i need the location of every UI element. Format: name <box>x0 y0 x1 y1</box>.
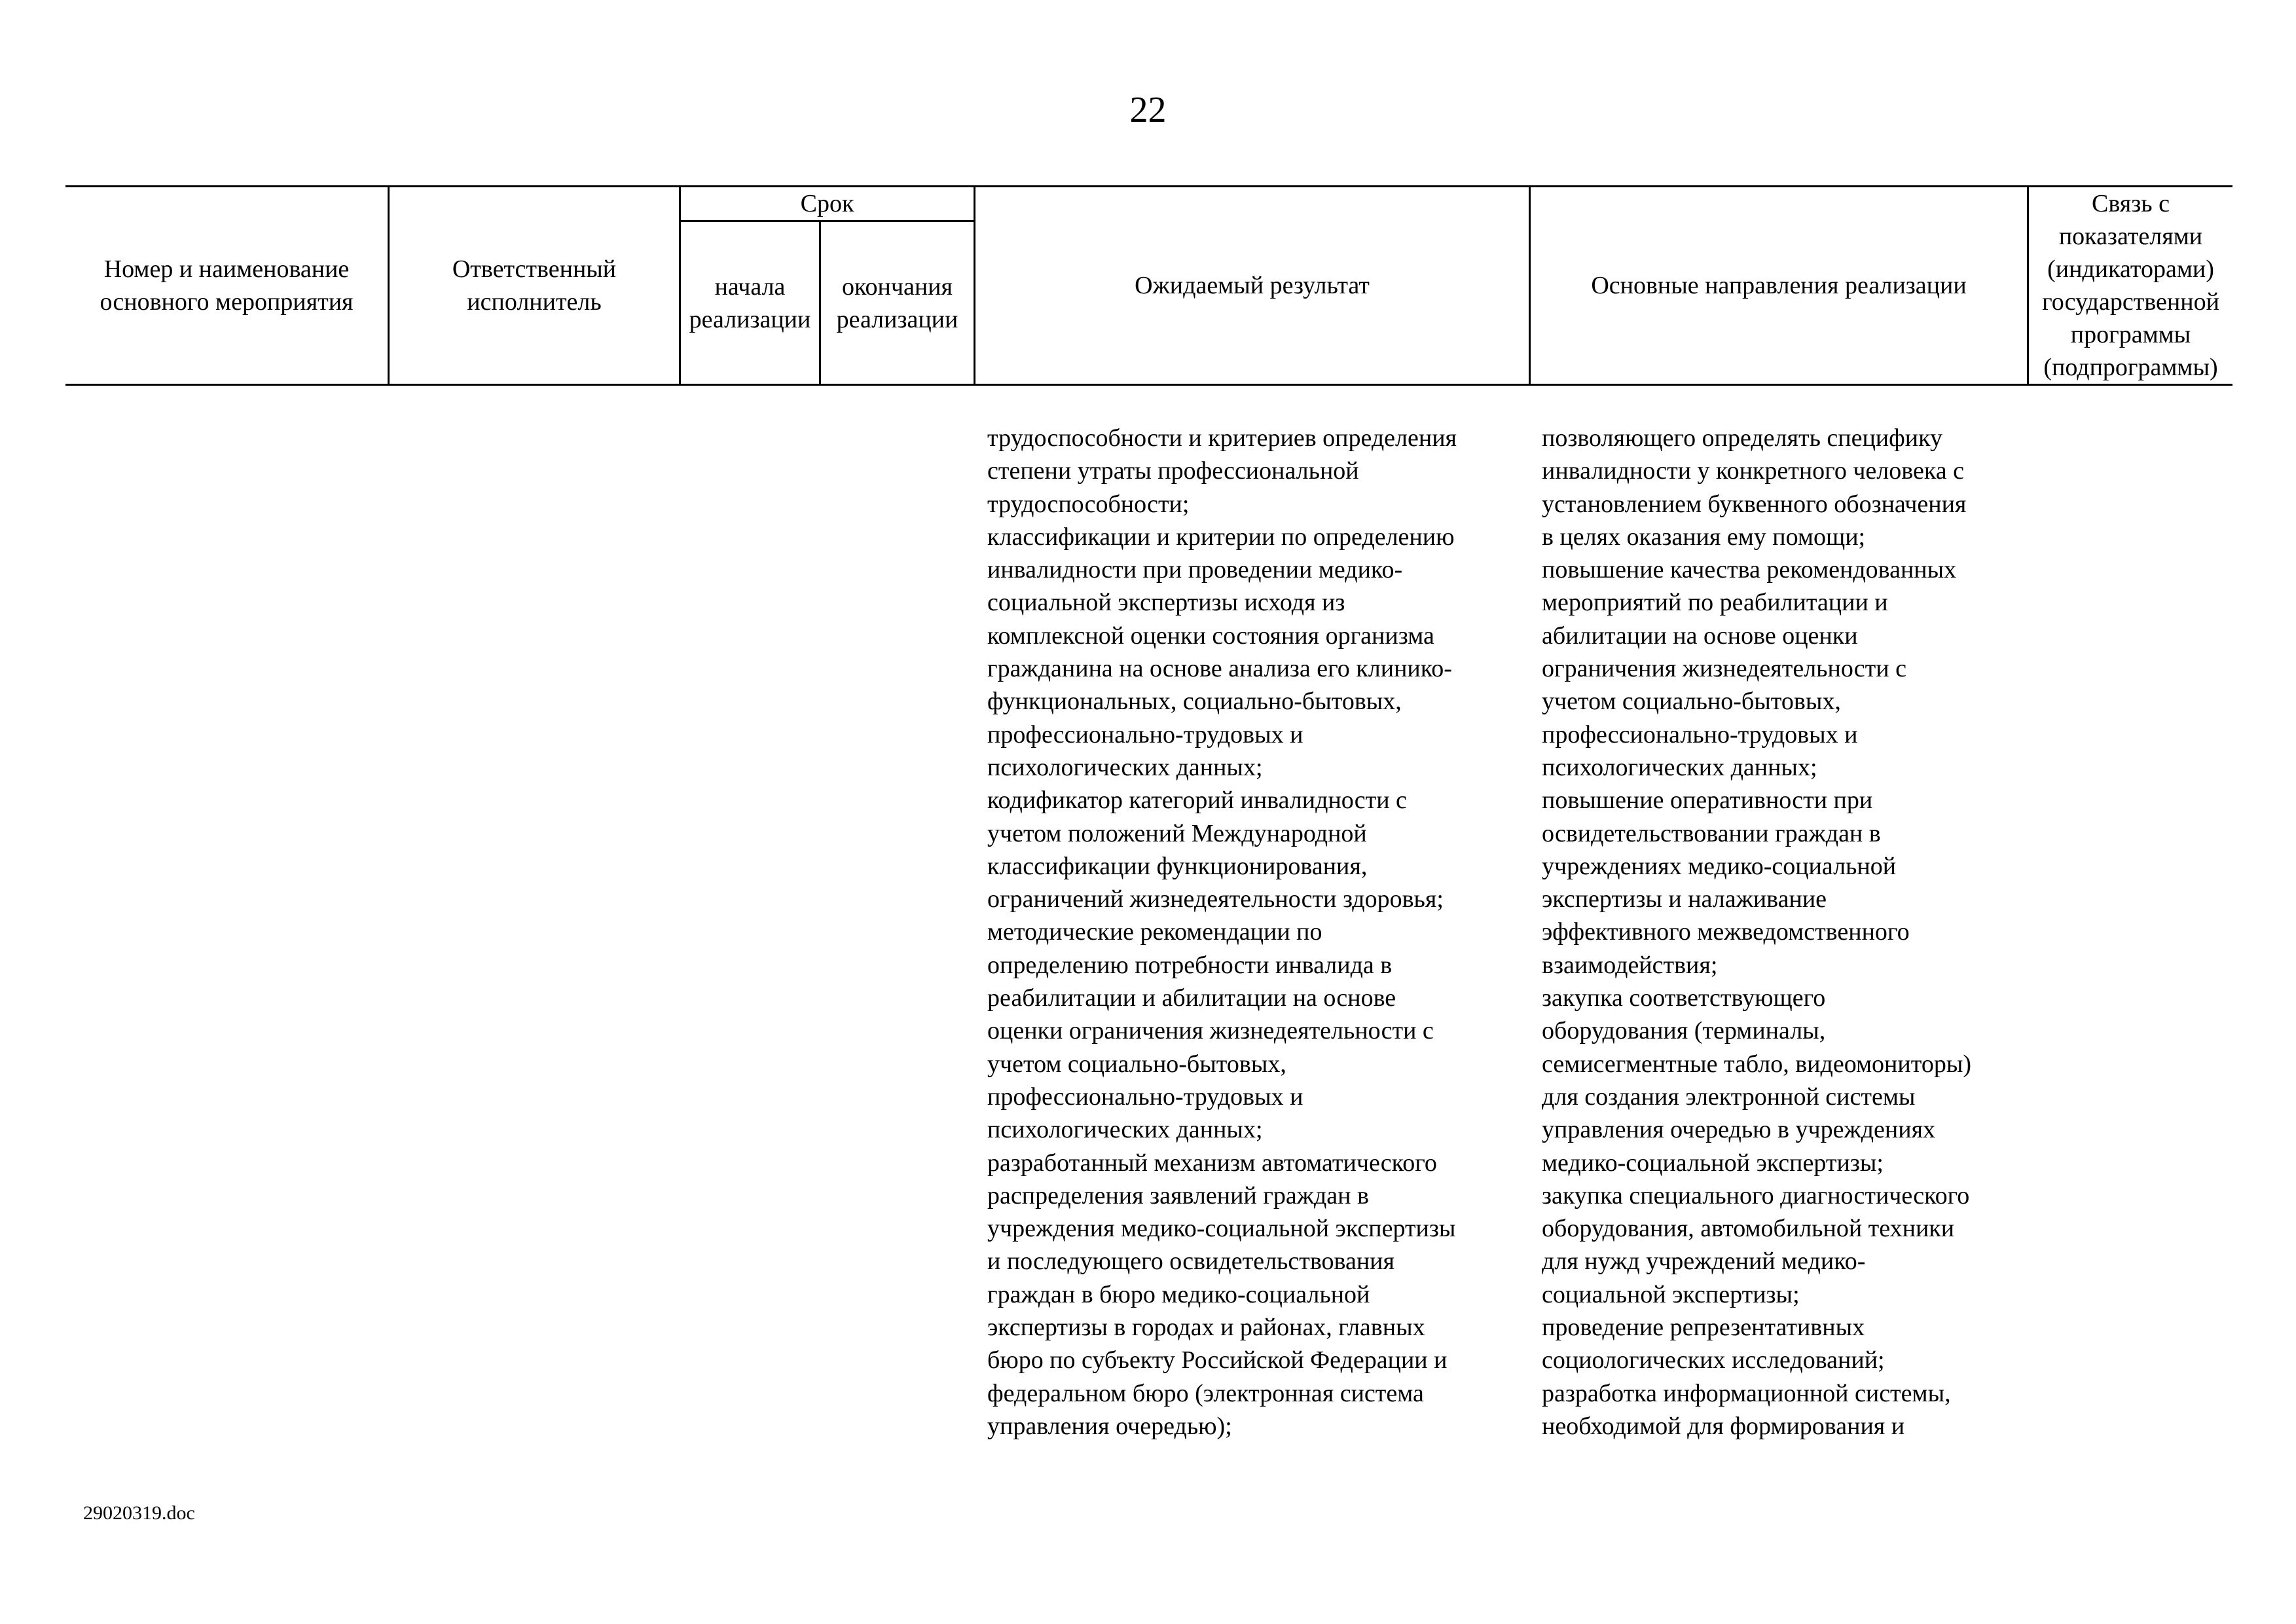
text-line: закупка специального диагностического <box>1542 1181 1970 1209</box>
text-line: граждан в бюро медико-социальной <box>987 1280 1370 1308</box>
header-end <box>821 222 974 384</box>
text-line: оценки ограничения жизнедеятельности с <box>987 1017 1434 1045</box>
header-activity-line: основного мероприятия <box>100 288 354 316</box>
text-line: ограничений жизнедеятельности здоровья; <box>987 885 1444 913</box>
text-line: и последующего освидетельствования <box>987 1247 1394 1276</box>
text-line: реабилитации и абилитации на основе <box>987 984 1396 1012</box>
text-line: социальной экспертизы; <box>1542 1280 1800 1308</box>
text-line: установлением буквенного обозначения <box>1542 490 1967 518</box>
header-executor-line: Ответственный <box>452 255 617 283</box>
text-line: определению потребности инвалида в <box>987 951 1393 979</box>
text-line: семисегментные табло, видеомониторы) <box>1542 1050 1972 1078</box>
header-end-line: реализации <box>836 305 958 333</box>
text-line: эффективного межведомственного <box>1542 918 1910 946</box>
text-line: степени утраты профессиональной <box>987 457 1359 485</box>
text-line: оборудования (терминалы, <box>1542 1017 1826 1045</box>
page-number: 22 <box>1129 90 1167 130</box>
text-line: экспертизы и налаживание <box>1542 885 1827 913</box>
header-expected-result <box>975 187 1529 384</box>
text-line: учреждения медико-социальной экспертизы <box>987 1215 1456 1243</box>
text-line: учреждениях медико-социальной <box>1542 852 1897 880</box>
text-line: социологических исследований; <box>1542 1346 1885 1375</box>
text-line: управления очередью в учреждениях <box>1542 1116 1936 1144</box>
text-line: распределения заявлений граждан в <box>987 1181 1369 1209</box>
header-link-line: показателями <box>2058 223 2203 250</box>
header-link-line: (подпрограммы) <box>2043 354 2218 381</box>
text-line: социальной экспертизы исходя из <box>987 589 1345 617</box>
text-line: необходимой для формирования и <box>1542 1412 1905 1440</box>
header-expected-result-label: Ожидаемый результат <box>1135 272 1370 299</box>
text-line: трудоспособности; <box>987 490 1190 518</box>
text-line: инвалидности при проведении медико- <box>987 556 1403 584</box>
text-line: ограничения жизнедеятельности с <box>1542 655 1906 683</box>
text-line: повышение качества рекомендованных <box>1542 556 1957 584</box>
text-line: освидетельствовании граждан в <box>1542 819 1881 847</box>
header-start <box>681 222 819 384</box>
text-line: методические рекомендации по <box>987 918 1322 946</box>
text-line: для создания электронной системы <box>1542 1082 1916 1111</box>
text-line: психологических данных; <box>987 753 1263 781</box>
header-indicators-link <box>2029 187 2232 384</box>
text-line: управления очередью); <box>987 1412 1232 1440</box>
text-line: профессионально-трудовых и <box>1542 720 1858 748</box>
text-line: мероприятий по реабилитации и <box>1542 589 1888 617</box>
table-header-bottom-border <box>65 384 2232 386</box>
header-term <box>681 187 974 220</box>
directions-cell <box>1542 422 1971 1443</box>
text-line: функциональных, социально-бытовых, <box>987 688 1402 716</box>
text-line: федеральном бюро (электронная система <box>987 1379 1424 1407</box>
text-line: инвалидности у конкретного человека с <box>1542 457 1964 485</box>
text-line: разработанный механизм автоматического <box>987 1149 1437 1177</box>
text-line: психологических данных; <box>987 1116 1263 1144</box>
text-line: позволяющего определять специфику <box>1542 424 1943 452</box>
header-term-label: Срок <box>800 190 854 217</box>
text-line: медико-социальной экспертизы; <box>1542 1149 1884 1177</box>
text-line: для нужд учреждений медико- <box>1542 1247 1866 1276</box>
text-line: трудоспособности и критериев определения <box>987 424 1457 452</box>
text-line: бюро по субъекту Российской Федерации и <box>987 1346 1448 1375</box>
header-directions <box>1531 187 2027 384</box>
footer-doc-id: 29020319.doc <box>83 1502 195 1524</box>
header-link-line: программы <box>2070 321 2191 348</box>
expected-result-cell <box>987 422 1457 1443</box>
text-line: классификации и критерии по определению <box>987 523 1455 551</box>
text-line: оборудования, автомобильной техники <box>1542 1215 1955 1243</box>
text-line: проведение репрезентативных <box>1542 1314 1865 1342</box>
text-line: учетом положений Международной <box>987 819 1367 847</box>
text-line: гражданина на основе анализа его клинико- <box>987 655 1452 683</box>
header-activity <box>65 187 388 384</box>
text-line: закупка соответствующего <box>1542 984 1826 1012</box>
text-line: разработка информационной системы, <box>1542 1379 1951 1407</box>
text-line: повышение оперативности при <box>1542 786 1873 815</box>
header-link-line: государственной <box>2042 288 2219 316</box>
text-line: кодификатор категорий инвалидности с <box>987 786 1407 815</box>
text-line: профессионально-трудовых и <box>987 1082 1303 1111</box>
header-link-line: (индикаторами) <box>2047 255 2214 283</box>
text-line: экспертизы в городах и районах, главных <box>987 1314 1425 1342</box>
header-executor-line: исполнитель <box>467 288 602 316</box>
text-line: учетом социально-бытовых, <box>1542 688 1841 716</box>
text-line: учетом социально-бытовых, <box>987 1050 1286 1078</box>
header-end-line: окончания <box>842 272 953 301</box>
header-directions-label: Основные направления реализации <box>1591 272 1967 299</box>
header-executor <box>390 187 679 384</box>
text-line: взаимодействия; <box>1542 951 1718 979</box>
text-line: абилитации на основе оценки <box>1542 621 1858 650</box>
header-start-line: начала <box>714 272 786 301</box>
text-line: классификации функционирования, <box>987 852 1368 880</box>
header-link-line: Связь с <box>2092 190 2170 217</box>
text-line: комплексной оценки состояния организма <box>987 621 1434 650</box>
header-activity-line: Номер и наименование <box>103 255 350 283</box>
text-line: профессионально-трудовых и <box>987 720 1303 748</box>
text-line: в целях оказания ему помощи; <box>1542 523 1866 551</box>
text-line: психологических данных; <box>1542 753 1817 781</box>
header-start-line: реализации <box>689 305 811 333</box>
